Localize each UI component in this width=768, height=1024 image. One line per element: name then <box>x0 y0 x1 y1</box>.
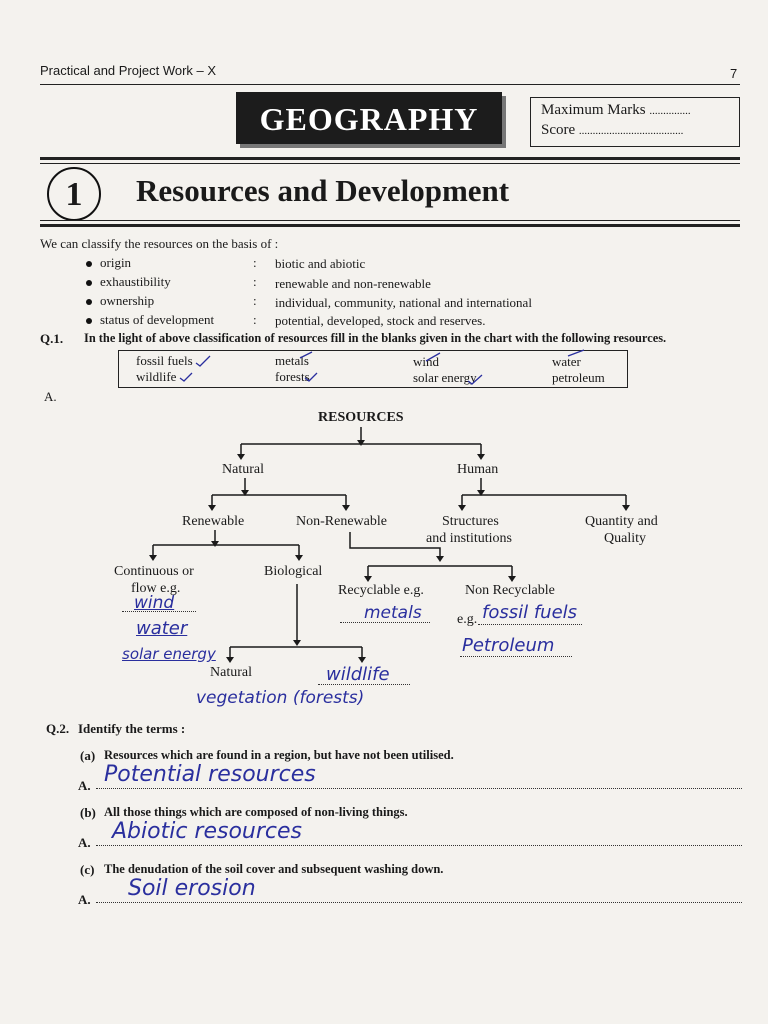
handwritten-answer: fossil fuels <box>482 602 578 623</box>
chapter-title: Resources and Development <box>136 173 510 208</box>
q2-item-question: The denudation of the soil cover and subsequent washing down. <box>104 862 444 876</box>
chart-structures: Structures <box>442 514 499 529</box>
basis-desc: individual, community, national and international <box>275 295 532 310</box>
basis-term: status of development <box>100 312 215 327</box>
chart-renewable: Renewable <box>182 514 245 529</box>
q2-item-letter: (b) <box>80 805 96 820</box>
fill-line <box>460 656 572 657</box>
q2-title: Identify the terms : <box>78 721 186 736</box>
handwritten-answer: Soil erosion <box>128 876 256 901</box>
word-item: water <box>552 354 581 369</box>
word-item: solar energy <box>413 370 477 385</box>
q2-answer-label: A. <box>78 835 91 850</box>
q2-item-letter: (a) <box>80 748 96 763</box>
fill-line <box>478 624 582 625</box>
basis-colon: : <box>253 312 257 327</box>
handwritten-answer: vegetation (forests) <box>196 688 365 708</box>
max-marks-field: ............... <box>649 105 691 117</box>
basis-term: exhaustibility <box>100 274 171 289</box>
handwritten-answer: Petroleum <box>462 635 555 656</box>
basis-colon: : <box>253 293 257 308</box>
intro-lead: We can classify the resources on the basis of : <box>40 236 279 251</box>
handwritten-answer: metals <box>364 603 422 623</box>
chart-non-renewable: Non-Renewable <box>296 514 387 529</box>
q2-label: Q.2. <box>46 721 70 736</box>
chart-recyclable: Recyclable e.g. <box>338 583 424 598</box>
handwritten-answer: water <box>136 618 188 639</box>
basis-term: ownership <box>100 293 155 308</box>
chart-non-recyclable: Non Recyclable <box>465 583 555 598</box>
max-marks-label: Maximum Marks <box>541 102 646 118</box>
running-title: Practical and Project Work – X <box>40 63 217 78</box>
chart-quantity-2: Quality <box>604 531 646 546</box>
chart-human: Human <box>457 462 499 477</box>
q1-text: In the light of above classification of resources fill in the blanks given in the chart with the following resources. <box>84 331 667 345</box>
q1-answer-label: A. <box>44 389 57 404</box>
q2-item-letter: (c) <box>80 862 95 877</box>
chart-eg: e.g. <box>457 612 478 627</box>
chart-continuous: Continuous or <box>114 564 194 579</box>
word-item: wildlife <box>136 369 177 384</box>
handwritten-answer: wildlife <box>326 664 390 685</box>
chart-natural: Natural <box>222 462 264 477</box>
word-item: wind <box>413 354 439 369</box>
q2-item-question: All those things which are composed of non-living things. <box>104 805 408 819</box>
chart-root: RESOURCES <box>318 410 404 425</box>
score-label: Score <box>541 122 576 138</box>
subject-banner: GEOGRAPHY <box>236 92 502 144</box>
word-item: forests <box>275 369 310 384</box>
handwritten-answer: wind <box>134 593 175 613</box>
q2-answer-label: A. <box>78 892 91 907</box>
word-item: petroleum <box>552 370 605 385</box>
handwritten-answer: Abiotic resources <box>112 819 302 844</box>
basis-term: origin <box>100 255 132 270</box>
word-item: fossil fuels <box>136 353 193 368</box>
chart-biological: Biological <box>264 564 323 579</box>
chart-natural-small: Natural <box>210 665 252 680</box>
basis-desc: biotic and abiotic <box>275 256 366 271</box>
score-field: ...................................... <box>578 125 684 137</box>
answer-line <box>96 845 742 846</box>
chart-continuous-2: flow e.g. <box>131 581 181 596</box>
page-number: 7 <box>730 66 738 81</box>
answer-line <box>96 788 742 789</box>
handwritten-answer: solar energy <box>122 645 216 663</box>
basis-desc: potential, developed, stock and reserves. <box>275 313 486 328</box>
handwritten-answer: Potential resources <box>104 762 316 787</box>
chart-quantity: Quantity and <box>585 514 658 529</box>
basis-colon: : <box>253 255 257 270</box>
q2-item-question: Resources which are found in a region, but have not been utilised. <box>104 748 454 762</box>
answer-line <box>96 902 742 903</box>
q1-label: Q.1. <box>40 331 64 346</box>
chart-structures-2: and institutions <box>426 531 512 546</box>
q2-answer-label: A. <box>78 778 91 793</box>
word-item: metals <box>275 353 309 368</box>
basis-desc: renewable and non-renewable <box>275 276 431 291</box>
chapter-number: 1 <box>47 167 101 221</box>
basis-colon: : <box>253 274 257 289</box>
